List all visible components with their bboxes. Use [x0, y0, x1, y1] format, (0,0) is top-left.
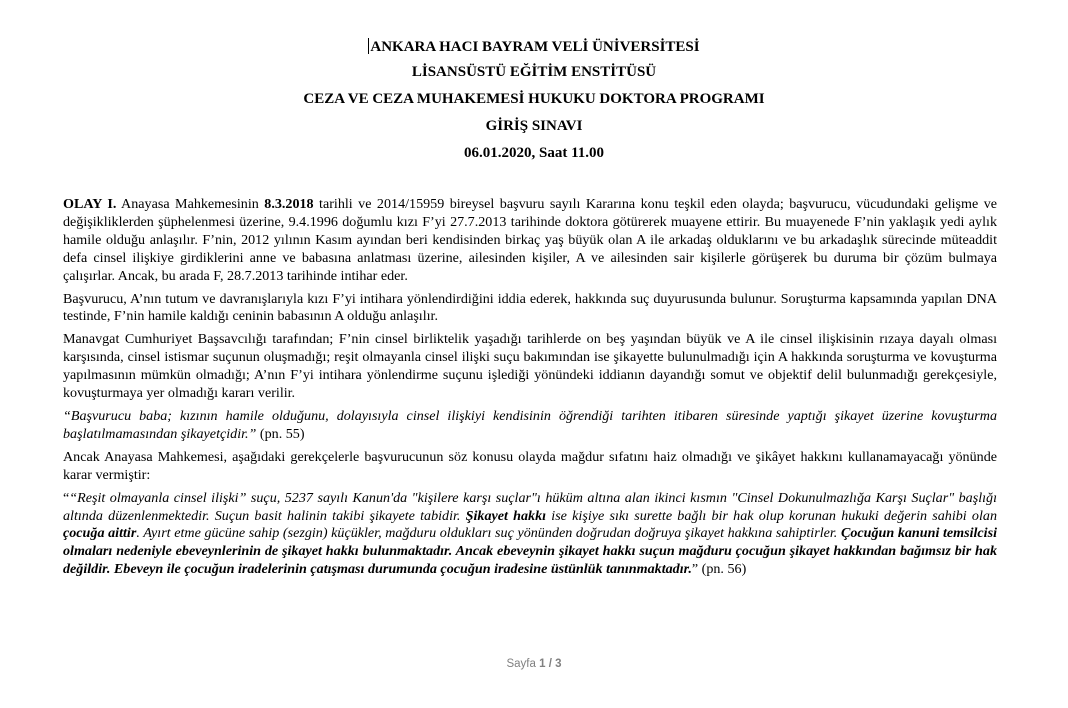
- exam-date-time: 06.01.2020, Saat 11.00: [463, 145, 604, 161]
- total-pages: 3: [555, 658, 562, 670]
- program-title: CEZA VE CEZA MUHAKEMESİ HUKUKU DOKTORA PROGRAMI: [303, 91, 765, 107]
- case-label: OLAY I.: [63, 196, 117, 212]
- paragraph-prosecutor-decision: Manavgat Cumhuriyet Başsavcılığı tarafından; F’nin cinsel birliktelik yaşadığı tarihlerde on beş yaşından büyük ve A ile cinsel ilişkisinin rızaya dayalı olması karşısında, cinsel istismar suçunun oluşmadığı; reşit olmayanla cinsel ilişki suçu bakımından ise şikayette bulunulmadığı için A hakkında soruşturma ve kovuşturma yapılmasının mümkün olmadığı; A’nın F’yi intihara yönlendirme suçunu işlediği yönündeki iddianın dayandığı somut ve objektif delil bulunmadığı gerekçesiyle, kovuşturmaya yer olmadığı kararı verilir.: [63, 331, 997, 402]
- emphasis-complaint-right: Şikayet hakkı: [465, 507, 547, 524]
- paragraph-case-intro: OLAY I. Anayasa Mahkemesinin 8.3.2018 tarihli ve 2014/15959 bireysel başvuru sayılı Kararına konu teşkil eden olayda; başvurucu, vücudundaki gelişme ve değişikliklerden şüphelenmesi üzerine, 9.4.1996 doğumlu kızı F’yi 27.7.2013 tarihinde doktora götürerek muayene ettirir. Bu muayenede F’nin yaklaşık yedi aylık hamile olduğu anlaşılır. F’nin, 2012 yılının Kasım ayından beri kendisinden birkaç yaş büyük olan A ile arkadaş olduklarını ve bu arkadaşlık sürecinde müteaddit defa cinsel ilişkiye girdiklerini anne ve babasına anlatması üzerine, ailesinden kişiler, A ve ailesinden sair kişilerle görüşerek bu duruma bir çözüm bulmaya çalışırlar. Ancak, bu arada F, 28.7.2013 tarihinde intihar eder.: [63, 196, 997, 284]
- document-body: [63, 196, 997, 584]
- paragraph-court-intro: Ancak Anayasa Mahkemesi, aşağıdaki gerekçelerle başvurucunun söz konusu olayda mağdur sıfatını haiz olmadığı ve şikâyet hakkını kullanamayacağı yönünde karar vermiştir:: [63, 448, 997, 483]
- decision-date: 8.3.2018: [264, 196, 314, 212]
- institute-title: LİSANSÜSTÜ EĞİTİM ENSTİTÜSÜ: [411, 64, 657, 80]
- paragraph-court-reasoning: ““Reşit olmayanla cinsel ilişki” suçu, 5237 sayılı Kanun'da "kişilere karşı suçlar"ı hüküm altına alan ikinci kısmın "Cinsel Dokunulmazlığa Karşı Suçlar" başlığı altında düzenlenmektedir. Suçun basit halinin takibi şikayete tabidir. Şikayet hakkı ise kişiye sıkı surette bağlı bir hak olup korunan hukuki değerin sahibi olan çocuğa aittir. Ayırt etme gücüne sahip (sezgin) küçükler, mağduru oldukları suç yönünden doğrudan doğruya şikayet hakkına sahiptirler. Çocuğun kanuni temsilcisi olmaları nedeniyle ebeveynlerinin de şikayet hakkı bulunmaktadır. Ancak ebeveynin şikayet hakkı suçun mağduru çocuğun şikayet hakkından bağımsız bir hak değildir. Ebeveyn ile çocuğun iradelerinin çatışması durumunda çocuğun iradesine üstünlük tanınmaktadır.” (pn. 56): [63, 489, 997, 578]
- university-name: ANKARA HACI BAYRAM VELİ ÜNİVERSİTESİ: [370, 39, 700, 55]
- emphasis-belongs-to-child: çocuğa aittir: [63, 525, 137, 542]
- document-heading: [0, 38, 1068, 173]
- quote-reference: (pn. 55): [256, 425, 305, 442]
- emphasis-parents-right: Çocuğun kanuni temsilcisi olmaları nedeniyle ebeveynlerinin de şikayet hakkı bulunmaktadır. Ancak ebeveynin şikayet hakkı suçun mağduru çocuğun şikayet hakkından bağımsız bir hak değildir. Ebeveyn ile çocuğun iradelerinin çatışması durumunda çocuğun iradesine üstünlük tanınmaktadır.: [63, 525, 997, 578]
- quote-text: “Başvurucu baba; kızının hamile olduğunu, dolayısıyla cinsel ilişkiyi kendisinin öğrendiği tarihten itibaren süresinde yaptığı şikayet üzerine kovuşturma başlatılmamasından şikayetçidir.”: [63, 407, 997, 442]
- page-number-footer: Sayfa 1 / 3: [506, 658, 562, 670]
- current-page: 1: [539, 658, 546, 670]
- quote-reference: (pn. 56): [698, 561, 747, 578]
- exam-title: GİRİŞ SINAVI: [485, 118, 583, 134]
- paragraph-applicant-quote: [63, 408, 997, 444]
- university-title: [0, 38, 1068, 53]
- paragraph-complaint: Başvurucu, A’nın tutum ve davranışlarıyla kızı F’yi intihara yönlendirdiğini iddia ederek, hakkında suç duyurusunda bulunur. Soruşturma kapsamında yapılan DNA testinde, F’nin hamile kaldığı ceninin babasının A olduğu anlaşılır.: [63, 290, 997, 325]
